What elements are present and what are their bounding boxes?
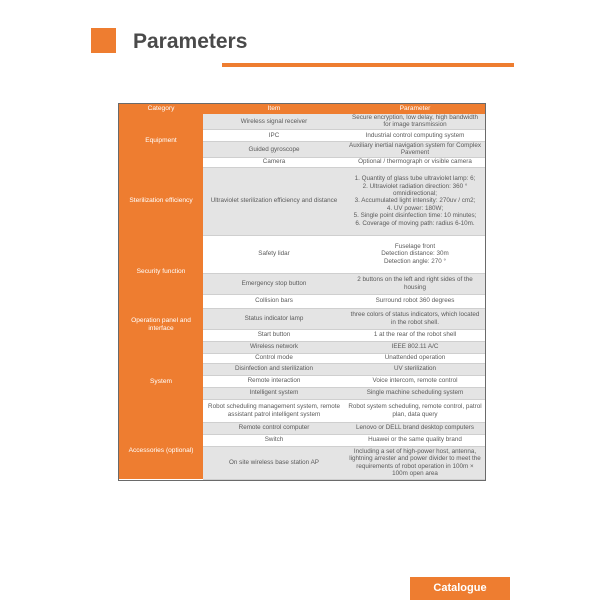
parameter-line: 2. Ultraviolet radiation direction: 360 ° omnidirectional;	[362, 182, 468, 198]
category-cell: Accessories (optional)	[119, 422, 203, 479]
category-cell: Sterilization efficiency	[119, 167, 203, 235]
parameter-cell	[345, 167, 485, 235]
parameter-cell: Lenovo or DELL brand desktop computers	[345, 422, 485, 434]
parameter-cell: Auxiliary inertial navigation system for Complex Pavement	[345, 141, 485, 157]
parameter-cell: Unattended operation	[345, 353, 485, 363]
parameter-line: Fuselage front	[394, 243, 436, 251]
category-cell: Equipment	[119, 114, 203, 167]
column-header-item: Item	[203, 104, 345, 114]
parameter-cell: Voice intercom, remote control	[345, 375, 485, 387]
table-row	[119, 114, 485, 129]
page-title: Parameters	[133, 30, 248, 53]
parameter-cell: Huawei or the same quality brand	[345, 434, 485, 446]
parameter-cell: 2 buttons on the left and right sides of the housing	[345, 273, 485, 294]
item-cell: Switch	[203, 434, 345, 446]
parameter-cell: 1 at the rear of the robot shell	[345, 329, 485, 341]
parameter-cell: Robot system scheduling, remote control, patrol plan, data query	[345, 399, 485, 422]
item-cell: Wireless signal receiver	[203, 114, 345, 129]
parameter-line: 4. UV power: 180W;	[386, 204, 444, 212]
parameter-line: 1. Quantity of glass tube ultraviolet lamp: 6;	[354, 175, 476, 183]
category-cell: Security function	[119, 235, 203, 308]
item-cell: Robot scheduling management system, remote assistant patrol intelligent system	[203, 399, 345, 422]
table-row	[119, 308, 485, 329]
table-body	[119, 114, 485, 479]
item-cell: Safety lidar	[203, 235, 345, 273]
item-cell: Remote interaction	[203, 375, 345, 387]
parameter-cell: IEEE 802.11 A/C	[345, 341, 485, 353]
table-row	[119, 167, 485, 235]
parameter-line: 5. Single point disinfection time: 10 minutes;	[353, 212, 477, 220]
item-cell: Ultraviolet sterilization efficiency and distance	[203, 167, 345, 235]
item-cell: IPC	[203, 129, 345, 141]
parameter-cell: Including a set of high-power host, antenna, lightning arrester and power divider to meet the requirements of robot operation in 100m × 100m open area	[345, 446, 485, 479]
item-cell: Control mode	[203, 353, 345, 363]
item-cell: Status indicator lamp	[203, 308, 345, 329]
parameter-cell: Industrial control computing system	[345, 129, 485, 141]
table-header-row	[119, 104, 485, 114]
item-cell: Remote control computer	[203, 422, 345, 434]
title-underline	[222, 63, 514, 67]
table-row	[119, 341, 485, 353]
category-cell: System	[119, 341, 203, 422]
parameter-cell: Secure encryption, low delay, high bandwidth for image transmission	[345, 114, 485, 129]
catalogue-button[interactable]: Catalogue	[410, 577, 510, 600]
column-header-category: Category	[119, 104, 203, 114]
table-row	[119, 422, 485, 434]
item-cell: Disinfection and sterilization	[203, 363, 345, 375]
item-cell: Emergency stop button	[203, 273, 345, 294]
item-cell: Guided gyroscope	[203, 141, 345, 157]
parameter-cell: UV sterilization	[345, 363, 485, 375]
parameter-line: 3. Accumulated light intensity: 270uv / cm2;	[354, 197, 476, 205]
parameter-line: Detection distance: 30m	[381, 250, 449, 258]
item-cell: On site wireless base station AP	[203, 446, 345, 479]
parameter-cell: Optional / thermograph or visible camera	[345, 157, 485, 167]
category-cell: Operation panel and interface	[119, 308, 203, 341]
item-cell: Intelligent system	[203, 387, 345, 399]
parameter-cell	[345, 235, 485, 273]
item-cell: Wireless network	[203, 341, 345, 353]
parameter-cell: Single machine scheduling system	[345, 387, 485, 399]
item-cell: Start button	[203, 329, 345, 341]
parameter-line: 6. Coverage of moving path: radius 6-10m.	[355, 219, 475, 227]
parameter-cell: Surround robot 360 degrees	[345, 294, 485, 308]
column-header-parameter: Parameter	[345, 104, 485, 114]
item-cell: Camera	[203, 157, 345, 167]
title-accent-square	[91, 28, 116, 53]
item-cell: Collision bars	[203, 294, 345, 308]
parameter-line: Detection angle: 270 °	[383, 257, 447, 265]
parameters-table	[119, 104, 485, 480]
table-row	[119, 235, 485, 273]
parameter-cell: three colors of status indicators, which located in the robot shell.	[345, 308, 485, 329]
